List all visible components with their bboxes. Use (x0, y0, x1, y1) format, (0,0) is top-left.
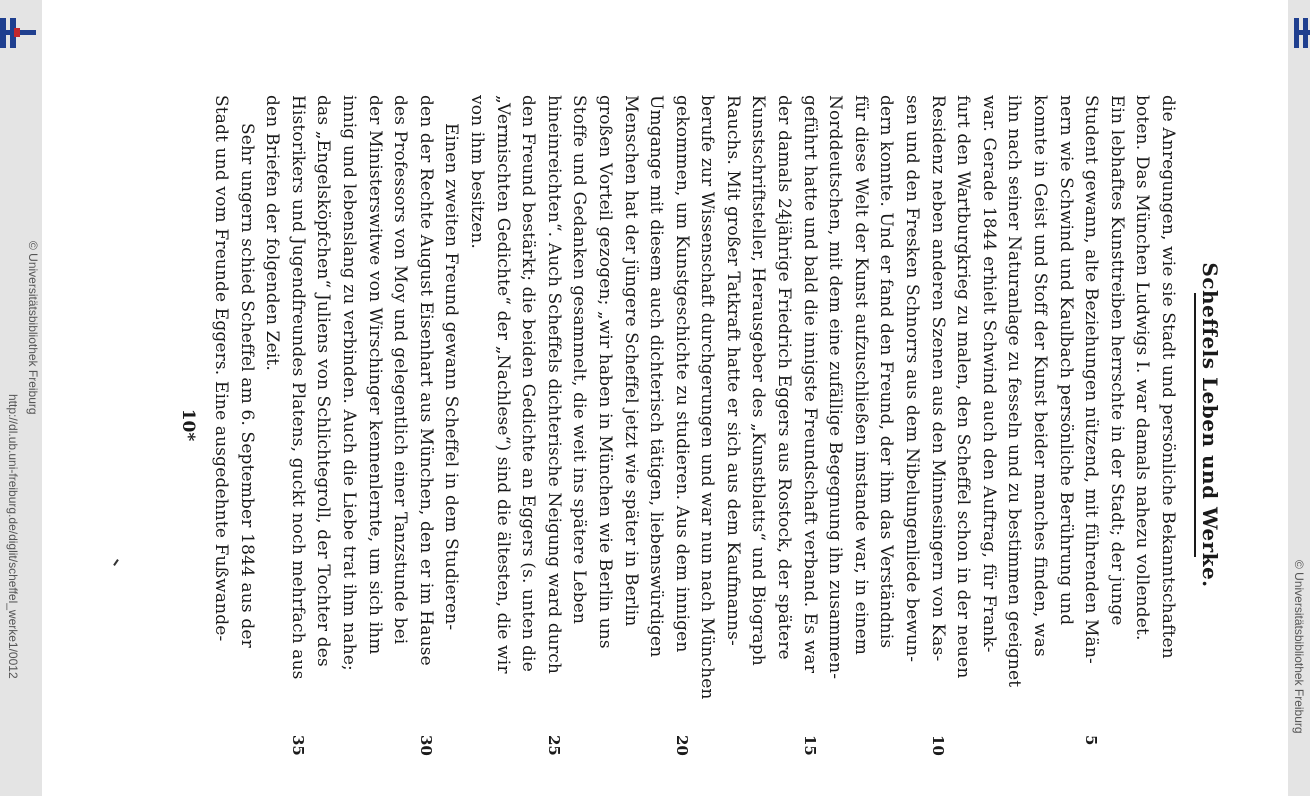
stray-mark (113, 559, 119, 566)
text-line (233, 95, 259, 715)
line-number: 30 (416, 735, 435, 756)
line-number: 15 (800, 735, 819, 756)
text-line (1052, 95, 1078, 715)
text-line (898, 95, 924, 715)
text-line (591, 95, 617, 715)
text-line (387, 95, 413, 715)
page-heading: Scheffels Leben und Werke. (1198, 262, 1222, 588)
text-line-content: das „Engelsköpfchen“ Juliens von Schlichtegroll, der Tochter des (313, 95, 334, 667)
text-line-content: Sehr ungern schied Scheffel am 6. September 1844 aus der (236, 123, 257, 648)
text-line-content: Norddeutschen, mit dem eine zufällige Begegnung ihn zusammen- (825, 95, 846, 680)
text-line-content: innig und lebenslang zu verbinden. Auch die Liebe trat ihm nahe; (339, 95, 359, 671)
text-line-content: Einen zweiten Freund gewann Scheffel in dem Studieren- (441, 123, 462, 631)
line-number: 10 (928, 735, 947, 756)
text-line (463, 95, 489, 715)
text-line-content: Residenz neben anderen Szenen aus den Minnesingern von Kas- (927, 95, 948, 662)
text-line-content: hineinreichten“. Auch Scheffels dichterische Neigung ward durch (543, 95, 564, 675)
text-line-content: geführt hatte und bald die innigste Freundschaft verband. Es war (799, 95, 820, 674)
text-line-content: war. Gerade 1844 erhielt Schwind auch den Auftrag, für Frank- (978, 95, 999, 653)
text-line (1129, 95, 1155, 715)
text-line (515, 95, 541, 715)
text-line-content: Student gewann, alte Beziehungen nützend, mit führenden Män- (1081, 95, 1102, 664)
text-line-content: Umgange mit diesem auch dichterisch tätigen, liebenswürdigen (646, 95, 667, 658)
text-line (643, 95, 669, 715)
text-line-content: Stoffe und Gedanken gesammelt, die weit ins spätere Leben (569, 95, 590, 625)
scanned-page (140, 95, 1260, 755)
text-line (847, 95, 873, 715)
library-logo-icon (1294, 18, 1310, 48)
text-line (489, 95, 515, 715)
text-line-content: der Ministerswitwe von Wirschinger kennenlernte, um sich ihm (364, 95, 385, 655)
text-line-content: nern wie Schwind und Kaulbach persönliche Berührung und (1055, 95, 1076, 626)
text-line-content: der damals 24jährige Friedrich Eggers aus Rostock, der spätere (774, 95, 795, 660)
text-line-content: den der Rechte August Eisenhart aus München, den er im Hause (415, 95, 436, 666)
line-number: 20 (672, 735, 691, 756)
text-line-content: gekommen, um Kunstgeschichte zu studieren. Aus dem innigen (671, 95, 692, 653)
text-line (950, 95, 976, 715)
body-text (207, 95, 1180, 756)
text-line (1103, 95, 1129, 715)
text-line-content: ihn nach seiner Naturanlage zu fesseln und zu bestimmen geeignet (1004, 95, 1025, 688)
page-signature: 10* (178, 408, 198, 442)
text-line (284, 95, 310, 715)
text-line (975, 95, 1001, 715)
copyright-notice-right: © Universitätsbibliothek Freiburg (1292, 560, 1306, 734)
source-url: http://dl.ub.uni-freiburg.de/diglit/scheffel_werke1/0012 (6, 394, 20, 679)
text-line (924, 95, 950, 715)
text-line (694, 95, 720, 715)
text-line-content: großen Vorteil gezogen; „wir haben in München wie Berlin uns (594, 95, 615, 649)
copyright-notice: © Universitätsbibliothek Freiburg (26, 241, 40, 415)
text-line-content: für diese Welt der Kunst aufzuschließen imstande war, in einem (850, 95, 871, 656)
text-line (617, 95, 643, 715)
text-line (438, 95, 464, 715)
text-line-content: des Professors von Moy und gelegentlich einer Tanzstunde bei (390, 95, 411, 645)
text-line (412, 95, 438, 715)
text-line (873, 95, 899, 715)
text-line (566, 95, 592, 715)
text-line-content: den Briefen der folgenden Zeit. (262, 95, 283, 371)
text-line (335, 95, 361, 715)
text-line (796, 95, 822, 715)
text-line (668, 95, 694, 715)
text-line-content: Menschen hat der jüngere Scheffel jetzt wie später in Berlin (620, 95, 641, 627)
text-line (361, 95, 387, 715)
text-line (771, 95, 797, 715)
text-line-content: furt den Wartburgkrieg zu malen, den Scheffel schon in der neuen (953, 95, 974, 679)
text-line (540, 95, 566, 715)
text-line (719, 95, 745, 715)
text-line-content: die Anregungen, wie sie Stadt und persönliche Bekanntschaften (1158, 95, 1178, 659)
text-line (207, 95, 233, 715)
text-line-content: Stadt und vom Freunde Eggers. Eine ausgedehnte Fußwande- (211, 95, 232, 642)
text-line (822, 95, 848, 715)
text-line-content: Ein lebhaftes Kunsttreiben herrschte in der Stadt; der junge (1106, 95, 1127, 626)
text-line (1026, 95, 1052, 715)
text-line (1078, 95, 1104, 715)
text-line-content: sen und den Fresken Schnorrs aus dem Nibelungenliede bewun- (902, 95, 923, 663)
text-line-content: berufe zur Wissenschaft durchgerungen und war nun nach München (697, 95, 718, 700)
text-line-content: Historikers und Jugendfreundes Platens, guckt noch mehrfach aus (287, 95, 308, 680)
text-line-content: den Freund bestärkt; die beiden Gedichte an Eggers (s. unten die (518, 95, 539, 672)
library-logo-icon (0, 18, 36, 48)
text-line-content: von ihm besitzen. (466, 95, 487, 249)
text-line-content: Kunstschriftsteller, Herausgeber des „Kunstblatts“ und Biograph (748, 95, 769, 666)
line-number: 25 (544, 735, 563, 756)
text-line (259, 95, 285, 715)
text-line-content: dern konnte. Und er fand den Freund, der ihm das Verständnis (876, 95, 897, 649)
text-line-content: „Vermischten Gedichte“ der „Nachlese“) sind die ältesten, die wir (492, 95, 513, 674)
text-line (745, 95, 771, 715)
text-line-content: Rauchs. Mit großer Tatkraft hatte er sich aus dem Kaufmanns- (722, 95, 743, 646)
text-line-content: konnte in Geist und Stoff der Kunst beider manches finden, was (1030, 95, 1051, 657)
line-number: 35 (288, 735, 307, 756)
text-line-content: boten. Das München Ludwigs I. war damals nahezu vollendet. (1132, 95, 1153, 641)
text-line (1154, 95, 1180, 715)
text-line (310, 95, 336, 715)
text-line (1001, 95, 1027, 715)
heading-underline (1194, 293, 1196, 557)
line-number: 5 (1082, 735, 1101, 746)
